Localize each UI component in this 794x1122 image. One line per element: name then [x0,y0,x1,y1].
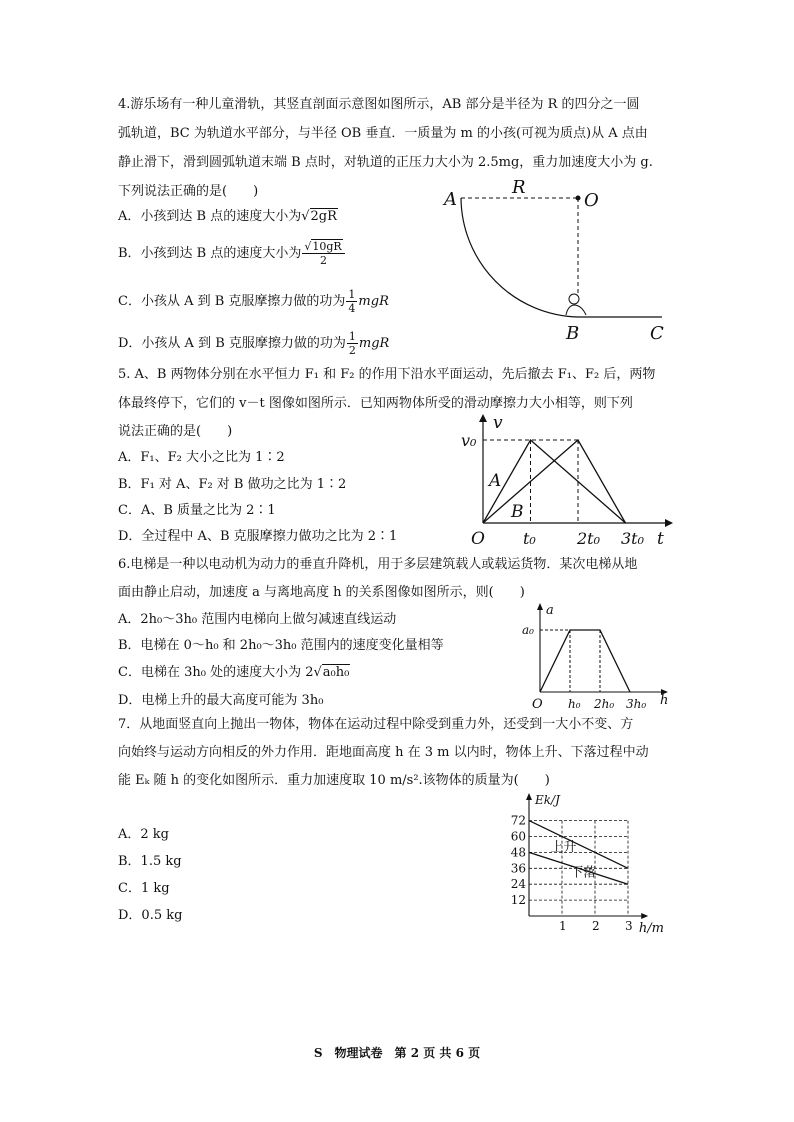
q5-vt-graph [455,408,680,548]
q5-label-3t0: 3t₀ [621,529,645,548]
q5-series-a [483,440,626,523]
q4-option-c-den: 4 [348,302,356,315]
q7-option-c[interactable]: C．1 kg [118,881,170,896]
q4-child-icon [566,294,586,315]
q7-axis-y-arrow [526,793,532,800]
q4-option-a-expr: 2gR [310,209,337,224]
q4-label-r: R [512,177,526,198]
q4-option-c-tail: mgR [358,294,389,309]
q5-label-b: B [511,502,524,522]
q5-stem-line2: 体最终停下，它们的 v－t 图像如图所示．已知两物体所受的滑动摩擦力大小相等，则下列 [118,396,633,411]
q5-label-t: t [657,529,664,549]
q7-stem-line2: 向始终与运动方向相反的外力作用．距地面高度 h 在 3 m 以内时，物体上升、下落过程中动 [118,745,649,760]
q7-axis-y-label: Ek/J [535,793,560,807]
q5-label-a: A [489,471,502,491]
q7-option-b[interactable]: B．1.5 kg [118,854,182,869]
q6-axis-y-arrow [537,603,543,610]
q7-ytick-36: 36 [510,861,526,876]
q4-stem-line4: 下列说法正确的是( ) [118,184,259,199]
q5-option-c[interactable]: C．A、B 质量之比为 2∶1 [118,503,276,518]
q5-stem-line3: 说法正确的是( ) [118,424,233,439]
q5-label-o: O [471,529,485,549]
q5-axis-x-arrow [665,519,673,527]
q4-option-d-den: 2 [348,344,356,357]
q4-label-a: A [444,189,457,210]
q7-xtick-2: 2 [592,919,600,933]
q4-label-o: O [584,190,599,211]
q7-series-fall-label: 下落 [570,865,597,881]
q7-ytick-12: 12 [510,893,526,908]
q7-option-d[interactable]: D．0.5 kg [118,908,183,923]
q4-option-c[interactable] [118,288,389,315]
q5-label-t0: t₀ [523,529,536,548]
q4-label-b: B [566,323,580,344]
q4-option-d-text: D．小孩从 A 到 B 克服摩擦力做的功为 [118,336,346,351]
q7-ytick-48: 48 [510,845,526,860]
q5-axis-y-arrow [479,414,487,422]
q4-option-d[interactable] [118,330,389,357]
q6-option-a[interactable]: A．2h₀～3h₀ 范围内电梯向上做匀减速直线运动 [118,612,397,627]
q6-option-c[interactable]: C．电梯在 3h₀ 处的速度大小为 2√a₀h₀ [118,665,350,680]
q7-ytick-24: 24 [510,877,526,892]
q7-stem-line1: 7．从地面竖直向上抛出一物体，物体在运动过程中除受到重力外，还受到一大小不变、方 [118,717,634,732]
q6-stem-line1: 6.电梯是一种以电动机为动力的垂直升降机，用于多层建筑载人或载运货物．某次电梯从地 [118,557,638,572]
q4-stem-line1: 4.游乐场有一种儿童滑轨，其竖直剖面示意图如图所示，AB 部分是半径为 R 的四分之一圆 [118,97,640,112]
q4-option-d-tail: mgR [358,336,390,351]
q6-option-c-text: C．电梯在 3h₀ 处的速度大小为 2 [118,665,314,680]
q4-option-b[interactable]: B．小孩到达 B 点的速度大小为 $\frac{√10gR}{2}$ [118,240,346,267]
q4-option-b-text: B．小孩到达 B 点的速度大小为 [118,246,302,261]
q4-stem-line2: 弧轨道，BC 为轨道水平部分，与半径 OB 垂直．一质量为 m 的小孩(可视为质点)从 A 点由 [118,126,648,141]
q6-option-d[interactable]: D．电梯上升的最大高度可能为 3h₀ [118,693,324,708]
q4-option-b-den: 2 [320,254,328,267]
q5-series-b [483,440,626,523]
q6-label-h0: h₀ [568,697,581,711]
q5-option-a[interactable]: A．F₁、F₂ 大小之比为 1∶2 [118,450,285,465]
q6-label-o: O [532,697,543,712]
page-footer: S 物理试卷 第 2 页 共 6 页 [313,1046,481,1060]
q6-label-2h0: 2h₀ [594,697,615,711]
q6-label-a0: a₀ [522,623,534,637]
q7-xtick-3: 3 [625,919,633,933]
q7-axis-x-arrow [641,913,648,919]
q4-label-c: C [650,323,664,344]
q4-stem-line3: 静止滑下，滑到圆弧轨道末端 B 点时，对轨道的正压力大小为 2.5mg，重力加速度大小为 g. [118,155,653,170]
q7-series-rise [529,821,628,869]
q7-option-a[interactable]: A．2 kg [118,827,169,842]
q4-center-dot [576,196,581,201]
q5-option-d[interactable]: D．全过程中 A、B 克服摩擦力做功之比为 2∶1 [118,529,398,544]
q4-option-b-num: 10gR [312,240,342,253]
q6-series-line [540,630,630,692]
q7-ytick-60: 60 [510,829,526,844]
q7-series-rise-label: 上升 [550,840,577,856]
q4-arc-ab [461,198,578,317]
q6-label-h: h [660,693,669,708]
q6-option-c-expr: a₀h₀ [322,665,350,680]
q4-slide-diagram [440,175,680,345]
q7-xtick-1: 1 [559,919,567,933]
q5-label-v: v [493,413,503,433]
q4-option-a-text: A．小孩到达 B 点的速度大小为 [118,209,302,224]
q4-option-c-text: C．小孩从 A 到 B 克服摩擦力做的功为 [118,294,346,309]
q6-ah-graph [518,600,673,715]
q6-label-a: a [546,603,554,618]
q7-ytick-72: 72 [510,813,526,828]
q4-option-c-num: 1 [348,288,356,301]
q6-label-3h0: 3h₀ [626,697,647,711]
q6-stem-line2: 面由静止启动，加速度 a 与离地高度 h 的关系图像如图所示，则( ) [118,585,525,600]
q5-stem-line1: 5. A、B 两物体分别在水平恒力 F₁ 和 F₂ 的作用下沿水平面运动，先后撤去 F₁、F₂ 后，两物 [118,367,656,382]
q6-option-b[interactable]: B．电梯在 0～h₀ 和 2h₀～3h₀ 范围内的速度变化量相等 [118,638,444,653]
q4-option-d-num: 1 [348,330,356,343]
q7-ek-graph [505,790,685,938]
q5-label-2t0: 2t₀ [577,529,601,548]
q5-label-v0: v₀ [461,431,477,450]
q4-option-a[interactable]: A．小孩到达 B 点的速度大小为√2gR [118,209,337,224]
q5-option-b[interactable]: B．F₁ 对 A、F₂ 对 B 做功之比为 1∶2 [118,477,347,492]
q7-axis-x-label: h/m [638,921,664,936]
q7-stem-line3: 能 Eₖ 随 h 的变化如图所示．重力加速度取 10 m/s².该物体的质量为( ) [118,773,550,788]
